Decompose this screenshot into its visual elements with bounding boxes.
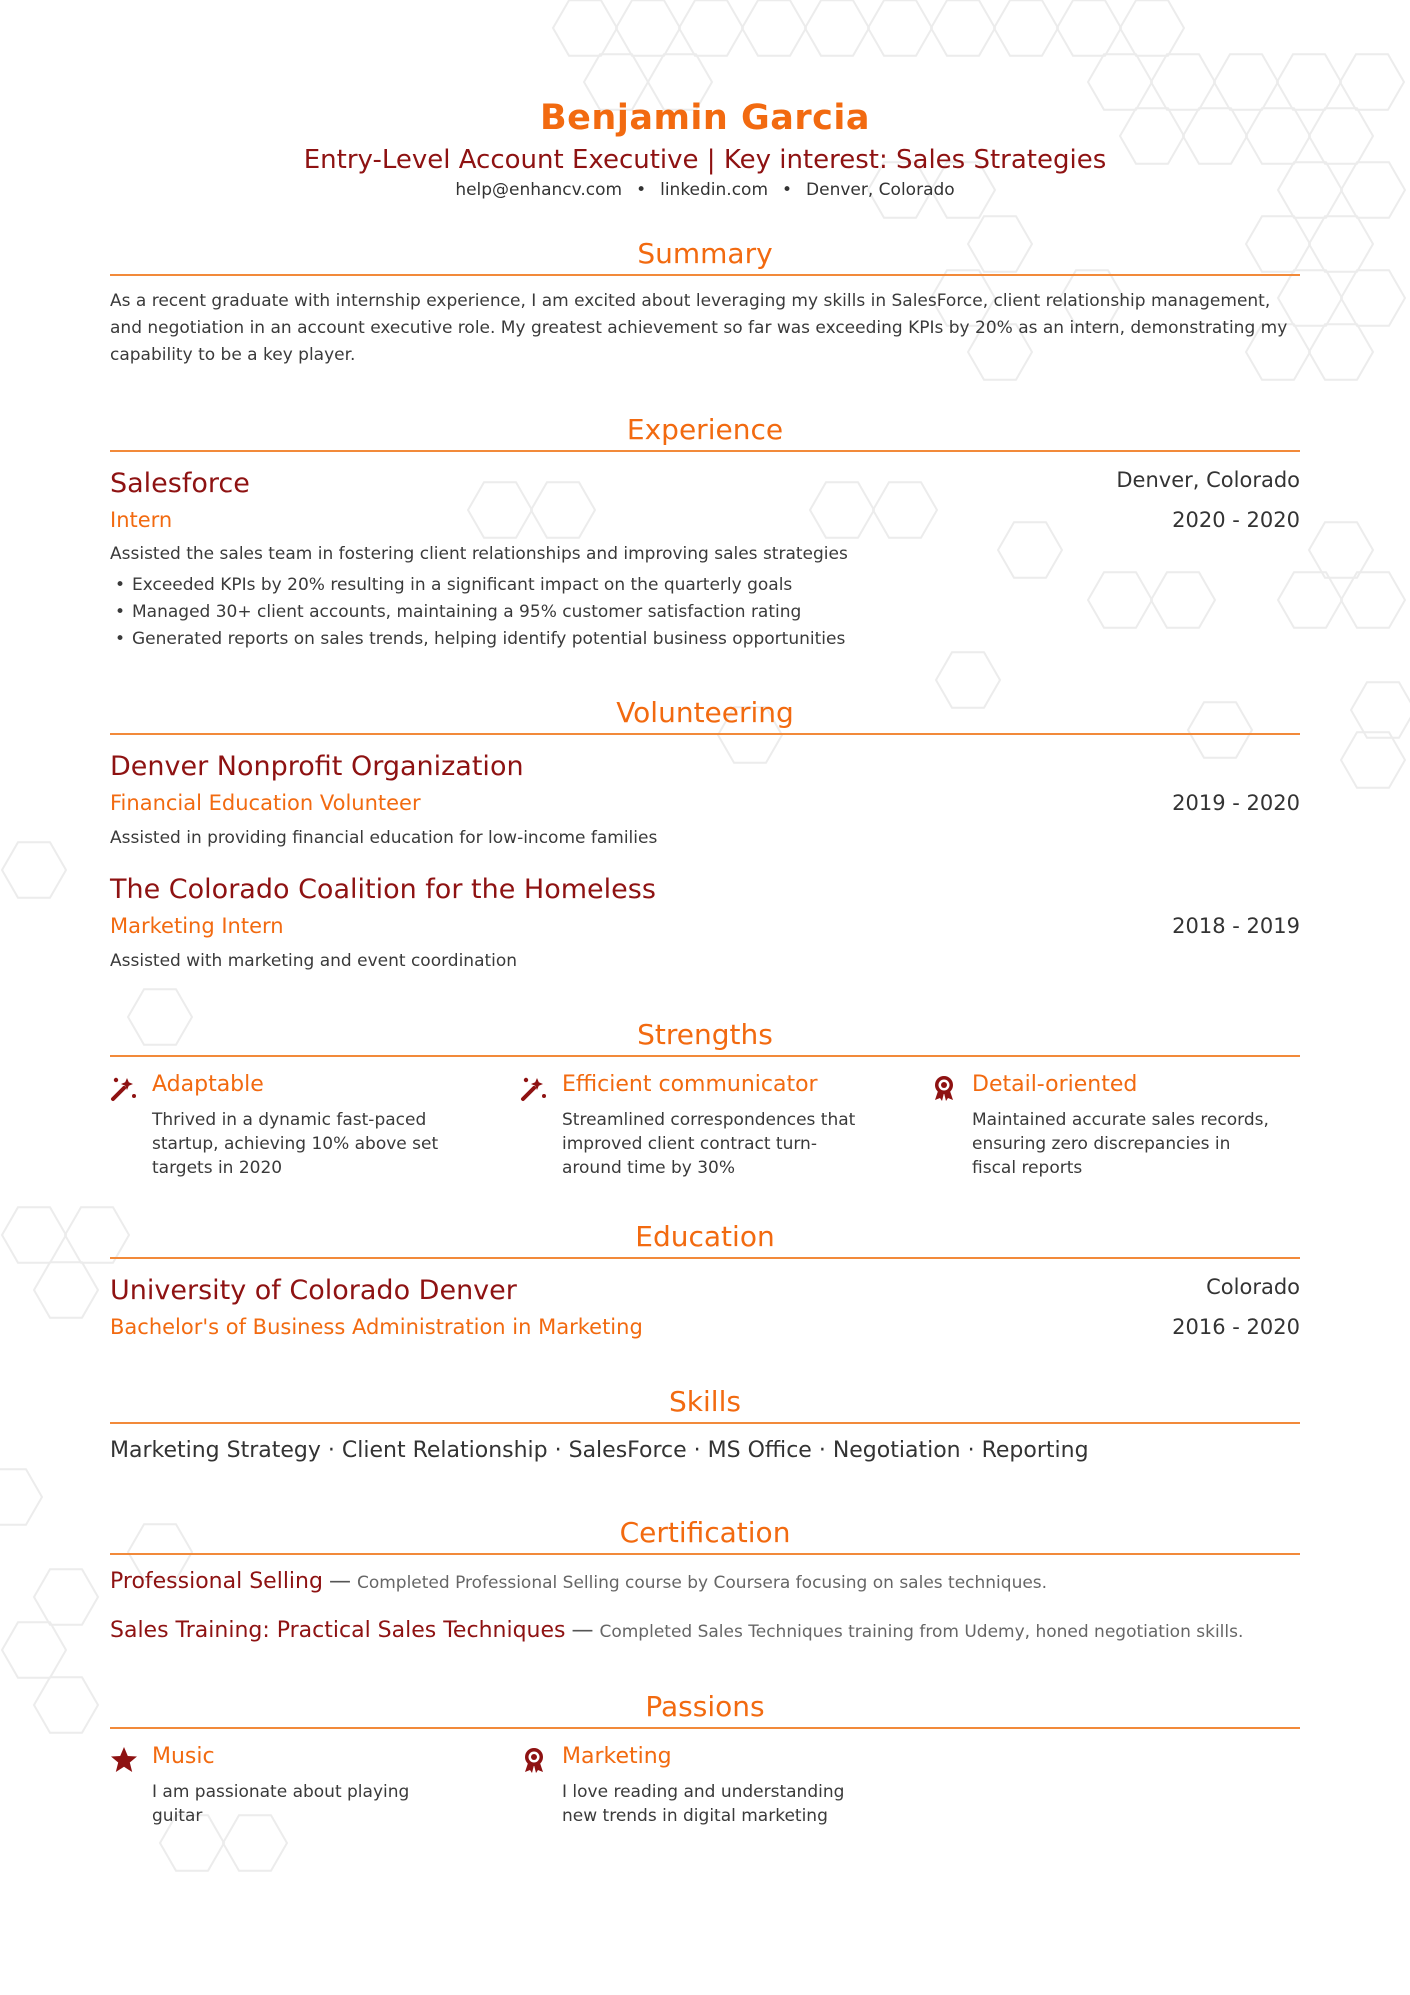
experience-role: Intern [110, 508, 173, 532]
education-degree: Bachelor's of Business Administration in Marketing [110, 1315, 643, 1339]
section-title-passions: Passions [645, 1690, 765, 1723]
strength-description: Streamlined correspondences that improved client contract turn-around time by 30% [562, 1110, 856, 1178]
section-divider [110, 450, 1300, 452]
section-title-education: Education [635, 1220, 775, 1253]
skills-list [110, 1438, 1300, 1463]
hexagon-shape [1341, 162, 1405, 217]
passion-title: Music [152, 1744, 215, 1769]
education-section [110, 1217, 1300, 1347]
hexagon-shape [1309, 108, 1373, 163]
skill-separator: · [811, 1438, 833, 1463]
volunteer-org: The Colorado Coalition for the Homeless [110, 874, 656, 905]
hexagon-shape [553, 0, 617, 55]
contact-location: Denver, Colorado [806, 180, 955, 200]
candidate-title: Entry-Level Account Executive | Key interest: Sales Strategies [303, 145, 1107, 175]
contact-linkedin[interactable]: linkedin.com [660, 180, 769, 200]
section-title-certification: Certification [619, 1516, 791, 1549]
volunteer-description: Assisted in providing financial education for low-income families [110, 828, 658, 848]
award-icon [930, 1074, 958, 1102]
section-divider [110, 1553, 1300, 1555]
contact-email[interactable]: help@enhancv.com [455, 180, 623, 200]
volunteer-dates: 2018 - 2019 [1172, 914, 1300, 938]
hexagon-shape [1351, 682, 1410, 737]
hexagon-shape [679, 0, 743, 55]
section-title-summary: Summary [637, 237, 773, 270]
hexagon-shape [1309, 216, 1373, 271]
skill-separator: · [686, 1438, 708, 1463]
education-dates: 2016 - 2020 [1172, 1315, 1300, 1339]
star-icon [110, 1746, 138, 1774]
certification-description: Completed Professional Selling course by Coursera focusing on sales techniques. [356, 1573, 1048, 1593]
contact-line [110, 180, 1300, 200]
certification-name: Sales Training: Practical Sales Techniques [110, 1618, 566, 1643]
experience-org: Salesforce [110, 468, 250, 499]
hexagon-shape [868, 0, 932, 55]
certification-section [110, 1513, 1300, 1663]
skill-separator: · [960, 1438, 982, 1463]
hexagon-shape [1309, 324, 1373, 379]
experience-bullets [110, 572, 1300, 653]
strength-description: Thrived in a dynamic fast-paced startup, achieving 10% above set targets in 2020 [152, 1110, 439, 1178]
volunteer-role: Financial Education Volunteer [110, 791, 421, 815]
hexagon-shape [34, 1677, 98, 1732]
hexagon-shape [34, 1569, 98, 1624]
hexagon-shape [2, 1622, 66, 1677]
volunteer-org: Denver Nonprofit Organization [110, 751, 524, 782]
wand-icon [520, 1074, 548, 1102]
hexagon-shape [931, 0, 995, 55]
section-divider [110, 1422, 1300, 1424]
section-title-volunteering: Volunteering [616, 696, 794, 729]
skill-item: Marketing Strategy [110, 1438, 321, 1463]
certification-item [110, 1569, 1047, 1594]
wand-icon [110, 1074, 138, 1102]
skill-item: Reporting [981, 1438, 1089, 1463]
candidate-name: Benjamin Garcia [540, 98, 870, 138]
hexagon-shape [34, 1262, 98, 1317]
education-school: University of Colorado Denver [110, 1275, 517, 1306]
section-divider [110, 274, 1300, 276]
strength-title: Efficient communicator [562, 1072, 818, 1097]
hexagon-shape [616, 0, 680, 55]
list-item: • Exceeded KPIs by 20% resulting in a significant impact on the quarterly goals [110, 572, 1300, 599]
volunteering-section [110, 693, 1300, 983]
hexagon-shape [1309, 522, 1373, 577]
section-title-experience: Experience [626, 413, 784, 446]
passion-item [110, 1744, 480, 1828]
skill-item: Negotiation [832, 1438, 961, 1463]
strength-item [520, 1072, 890, 1180]
skill-separator: · [547, 1438, 569, 1463]
hexagon-shape [0, 1469, 42, 1524]
certification-name: Professional Selling [110, 1569, 323, 1594]
experience-description: Assisted the sales team in fostering client relationships and improving sales strategies [110, 544, 848, 564]
hexagon-shape [805, 0, 869, 55]
hexagon-shape [1340, 54, 1404, 109]
skill-item: MS Office [707, 1438, 812, 1463]
certification-item [110, 1618, 1243, 1643]
contact-separator: • [782, 180, 793, 200]
hexagon-shape [1341, 732, 1405, 787]
volunteer-description: Assisted with marketing and event coordination [110, 951, 518, 971]
education-location: Colorado [1206, 1275, 1300, 1299]
experience-section [110, 410, 1300, 650]
skill-item: Client Relationship [341, 1438, 548, 1463]
passion-description: I love reading and understanding new trends in digital marketing [562, 1782, 845, 1826]
list-item: • Managed 30+ client accounts, maintaining a 95% customer satisfaction rating [110, 599, 1300, 626]
list-item: • Generated reports on sales trends, helping identify potential business opportunities [110, 626, 1300, 653]
summary-section [110, 234, 1300, 369]
certification-description: Completed Sales Techniques training from Udemy, honed negotiation skills. [599, 1622, 1244, 1642]
section-divider [110, 1257, 1300, 1259]
passion-title: Marketing [562, 1744, 672, 1769]
hexagon-shape [742, 0, 806, 55]
summary-text: As a recent graduate with internship experience, I am excited about leveraging my skills in SalesForce, client relationship management, and negotiation in an account executive role. My greatest achievement so far was exceeding KPIs by 20% as an intern, demonstrating my capability to be a key player. [110, 291, 1288, 365]
contact-separator: • [636, 180, 647, 200]
strength-item [110, 1072, 480, 1180]
hexagon-shape [2, 1207, 66, 1262]
section-divider [110, 1727, 1300, 1729]
hexagon-shape [2, 842, 66, 897]
strengths-section [110, 1015, 1300, 1195]
passion-description: I am passionate about playing guitar [152, 1782, 410, 1826]
hexagon-shape [1120, 0, 1184, 55]
section-title-skills: Skills [669, 1385, 741, 1418]
volunteer-dates: 2019 - 2020 [1172, 791, 1300, 815]
experience-location: Denver, Colorado [1116, 468, 1300, 492]
award-icon [520, 1746, 548, 1774]
experience-dates: 2020 - 2020 [1172, 508, 1300, 532]
passions-section [110, 1687, 1300, 1837]
hexagon-shape [994, 0, 1058, 55]
hexagon-shape [1057, 0, 1121, 55]
passion-item [520, 1744, 890, 1828]
strength-description: Maintained accurate sales records, ensuring zero discrepancies in fiscal reports [972, 1110, 1269, 1178]
section-title-strengths: Strengths [637, 1018, 773, 1051]
section-divider [110, 1055, 1300, 1057]
certification-dash: — [328, 1569, 351, 1594]
skill-separator: · [320, 1438, 342, 1463]
strength-title: Detail-oriented [972, 1072, 1138, 1097]
volunteer-role: Marketing Intern [110, 914, 284, 938]
hexagon-shape [1341, 270, 1405, 325]
skill-item: SalesForce [568, 1438, 687, 1463]
skills-section [110, 1382, 1300, 1472]
strength-item [930, 1072, 1300, 1180]
certification-dash: — [571, 1618, 594, 1643]
strength-title: Adaptable [152, 1072, 264, 1097]
section-divider [110, 733, 1300, 735]
hexagon-shape [1341, 572, 1405, 627]
